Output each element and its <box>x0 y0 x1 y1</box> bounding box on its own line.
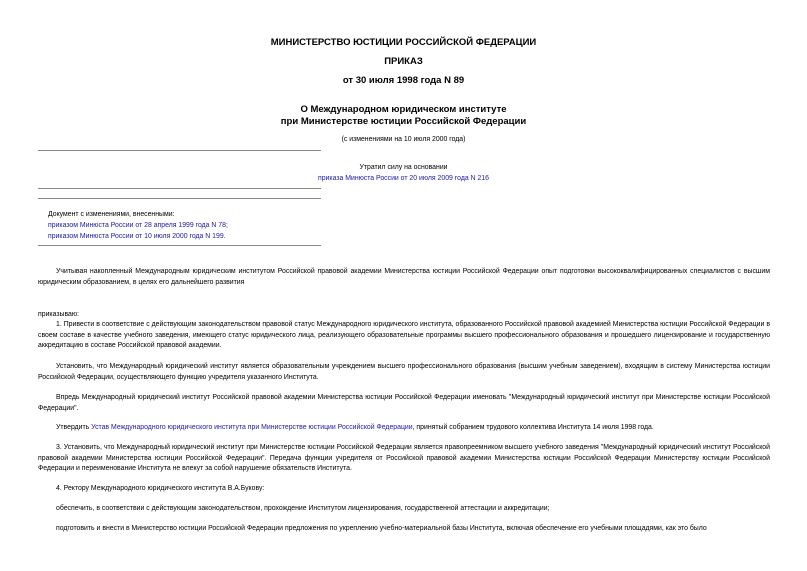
change-order-link-2[interactable]: приказом Минюста России от 10 июля 2000 года N 199. <box>48 233 226 240</box>
divider <box>38 198 321 199</box>
item2-prefix: Утвердить <box>56 424 92 431</box>
paragraph-item-2 <box>38 423 770 434</box>
divider <box>38 188 321 189</box>
paragraph-item-1b: Установить, что Международный юридический институт является образовательным учреждением высшего профессионального образования (высшим учебным заведением), входящим в систему Министерства юстиции Российской Федерации, осуществляющего функцию учредителя указанного Института. <box>38 363 770 381</box>
changes-label: Документ с изменениями, внесенными: <box>48 211 175 218</box>
paragraph-item-1: 1. Привести в соответствие с действующим законодательством правовой статус Международного юридического института, образованного Российской правовой академией Министерства юстиции Российской Федерации в своем составе в качестве учебного заведения, имеющего статус юридического лица, реализующего образовательные программы высшего профессионального образования и прошедшего лицензирование и государственную аккредитацию в составе Российской правовой академии. <box>38 321 770 349</box>
document-date-number: от 30 июля 1998 года N 89 <box>342 75 465 86</box>
change-order-link-1[interactable]: приказом Минюста России от 28 апреля 1999 года N 78; <box>48 222 228 229</box>
paragraph-item-4b: подготовить и внести в Министерство юстиции Российской Федерации предложения по укреплению учебно-материальной базы Института, включая обеспечение его учебными площадями, как это было <box>56 525 707 532</box>
charter-link[interactable]: Устав Международного юридического института при Министерстве юстиции Российской Федерации <box>91 424 413 431</box>
document-type: ПРИКАЗ <box>384 56 423 67</box>
divider <box>38 150 321 151</box>
status-text: Утратил силу на основании <box>359 164 448 171</box>
preamble-paragraph: Учитывая накопленный Международным юридическим институтом Российской правовой академии Министерства юстиции Российской Федерации опыт подготовки высококвалифицированных специалистов с высшим юридическим образованием, в целях его дальнейшего развития <box>38 268 770 286</box>
document-title-line1: О Международном юридическом институте <box>300 104 507 115</box>
paragraph-item-3: 3. Установить, что Международный юридический институт при Министерстве юстиции Российской Федерации является правопреемником высшего учебного заведения "Международный юридический институт Российской правовой академии Министерства юстиции Российской Федерации". Передача функции учредителя от Российской правовой академии Министерства юстиции Российской Федерации Министерству юстиции Российской Федерации и переименование Института не влекут за собой нарушение обязательств Института. <box>38 444 770 472</box>
amendments-note: (с изменениями на 10 июля 2000 года) <box>341 136 466 143</box>
ministry-heading: МИНИСТЕРСТВО ЮСТИЦИИ РОССИЙСКОЙ ФЕДЕРАЦИИ <box>270 37 537 48</box>
paragraph-item-4a: обеспечить, в соответствии с действующим законодательством, прохождение Институтом лицензирования, государственной аттестации и аккредитации; <box>56 505 550 512</box>
order-keyword: приказываю: <box>38 311 79 318</box>
repeal-order-link[interactable]: приказа Минюста России от 20 июля 2009 года N 216 <box>317 175 489 182</box>
paragraph-item-4: 4. Ректору Международного юридического института В.А.Букову: <box>56 485 265 492</box>
document-title-line2: при Министерстве юстиции Российской Федерации <box>280 116 527 127</box>
paragraph-item-1c: Впредь Международный юридический институт Российской правовой академии Министерства юстиции Российской Федерации именовать "Международный юридический институт при Министерстве юстиции Российской Федерации". <box>38 394 770 412</box>
divider <box>38 245 321 246</box>
item2-suffix: , принятый собранием трудового коллектива Института 14 июля 1998 года. <box>412 424 654 431</box>
